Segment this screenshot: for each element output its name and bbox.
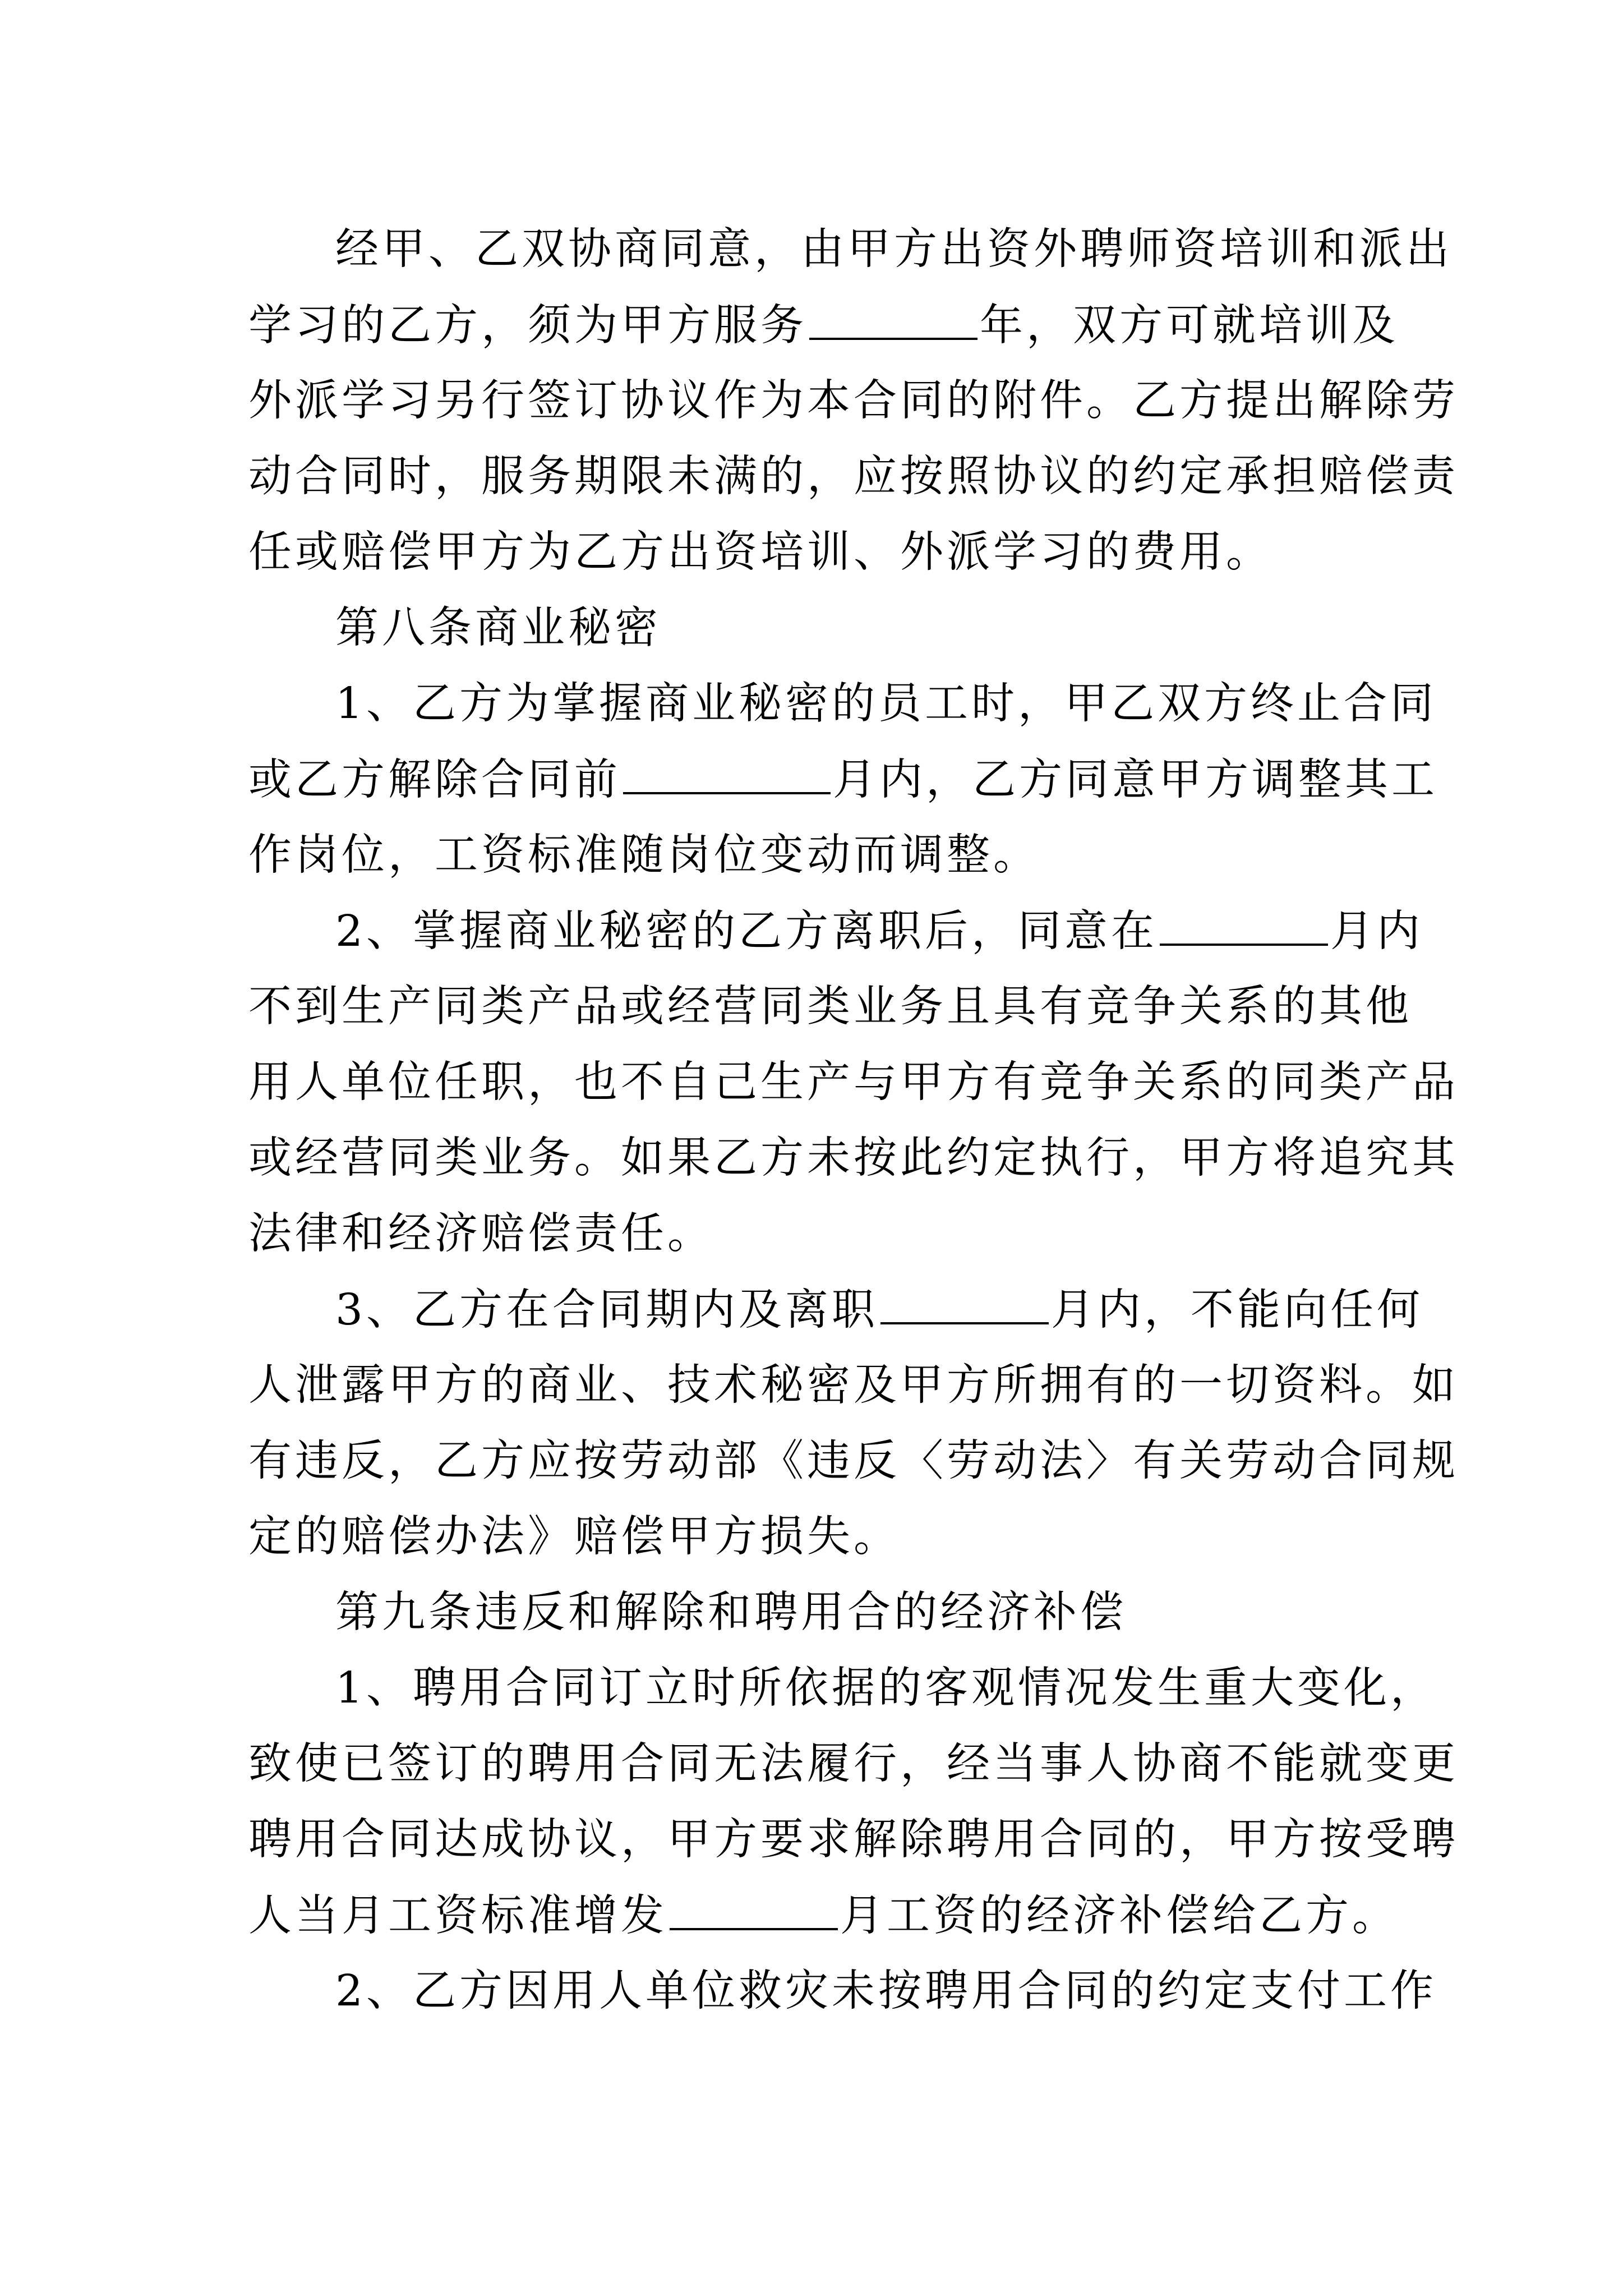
fill-in-blank — [880, 1282, 1049, 1324]
text-line: 1、聘用合同订立时所依据的客观情况发生重大变化， — [335, 1663, 1437, 1713]
text-line: 人当月工资标准增发 月工资的经济补偿给乙方。 — [248, 1888, 1387, 1944]
text-line: 学习的乙方，须为甲方服务 年，双方可就培训及 — [248, 297, 1387, 353]
text-line: 经甲、乙双协商同意，由甲方出资外聘师资培训和派出 — [335, 224, 1453, 274]
fill-in-blank — [670, 1888, 838, 1930]
text-line: 定的赔偿办法》赔偿甲方损失。 — [248, 1512, 900, 1562]
text-line: 聘用合同达成协议，甲方要求解除聘用合同的，甲方按受聘 — [248, 1815, 1459, 1865]
text-line: 1、乙方为掌握商业秘密的员工时，甲乙双方终止合同 — [335, 679, 1437, 729]
text-line: 2、掌握商业秘密的乙方离职后，同意在 月内 — [335, 903, 1387, 959]
text-line: 2、乙方因用人单位救灾未按聘用合同的约定支付工作 — [335, 1966, 1437, 2016]
text-line: 或经营同类业务。如果乙方未按此约定执行，甲方将追究其 — [248, 1133, 1459, 1183]
text-line: 任或赔偿甲方为乙方出资培训、外派学习的费用。 — [248, 527, 1272, 577]
fill-in-blank — [809, 297, 978, 340]
section-heading: 第九条违反和解除和聘用合的经济补偿 — [335, 1588, 1127, 1637]
text-line: 动合同时，服务期限未满的，应按照协议的约定承担赔偿责 — [248, 452, 1459, 501]
text-line: 不到生产同类产品或经营同类业务且具有竞争关系的其他 — [248, 982, 1412, 1032]
text-line: 作岗位，工资标准随岗位变动而调整。 — [248, 830, 1040, 880]
fill-in-blank — [623, 752, 831, 794]
text-line: 人泄露甲方的商业、技术秘密及甲方所拥有的一切资料。如 — [248, 1360, 1459, 1410]
text-line: 外派学习另行签订协议作为本合同的附件。乙方提出解除劳 — [248, 376, 1459, 426]
text-line: 有违反，乙方应按劳动部《违反〈劳动法〉有关劳动合同规 — [248, 1436, 1459, 1486]
fill-in-blank — [1160, 903, 1328, 946]
text-line: 用人单位任职，也不自己生产与甲方有竞争关系的同类产品 — [248, 1057, 1459, 1107]
text-line: 致使已签订的聘用合同无法履行，经当事人协商不能就变更 — [248, 1739, 1459, 1789]
text-line: 3、乙方在合同期内及离职 月内，不能向任何 — [335, 1282, 1387, 1338]
section-heading: 第八条商业秘密 — [335, 603, 661, 653]
text-line: 或乙方解除合同前 月内，乙方同意甲方调整其工 — [248, 752, 1387, 808]
text-line: 法律和经济赔偿责任。 — [248, 1209, 714, 1259]
